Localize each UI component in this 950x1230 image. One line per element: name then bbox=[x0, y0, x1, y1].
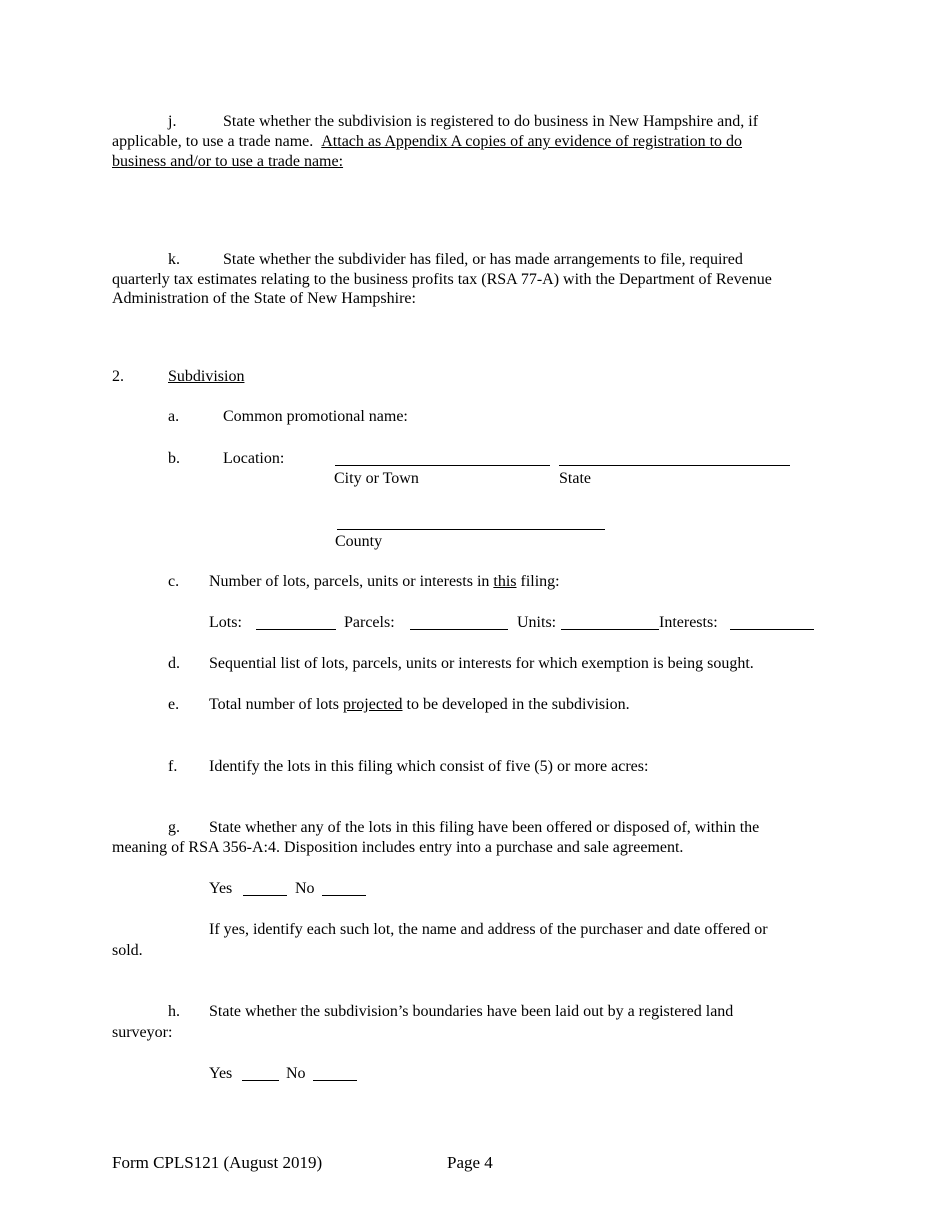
item-e-text-before: Total number of lots bbox=[209, 696, 339, 713]
item-g-yes-field[interactable] bbox=[243, 895, 287, 896]
interests-label: Interests: bbox=[659, 614, 718, 631]
item-k-line2: quarterly tax estimates relating to the business profits tax (RSA 77-A) with the Department of Revenue bbox=[112, 271, 772, 288]
city-or-town-field[interactable] bbox=[335, 465, 550, 466]
item-b-label: b. bbox=[168, 450, 180, 467]
item-h-yes-label: Yes bbox=[209, 1065, 233, 1082]
item-j-line2-plain: applicable, to use a trade name. bbox=[112, 133, 314, 150]
item-k-label: k. bbox=[168, 251, 180, 268]
item-h-no-label: No bbox=[286, 1065, 306, 1082]
section-2-title: Subdivision bbox=[168, 368, 245, 385]
city-or-town-caption: City or Town bbox=[334, 470, 419, 487]
item-h-line1: State whether the subdivision’s boundaries have been laid out by a registered land bbox=[209, 1003, 734, 1020]
item-g-label: g. bbox=[168, 819, 180, 836]
item-e-label: e. bbox=[168, 696, 180, 713]
item-g-no-field[interactable] bbox=[322, 895, 366, 896]
item-j-appendix-instruction: Attach as Appendix A copies of any evidence of registration to do bbox=[321, 133, 743, 150]
item-g-line2: meaning of RSA 356-A:4. Disposition includes entry into a purchase and sale agreement. bbox=[112, 839, 684, 856]
units-field[interactable] bbox=[561, 629, 659, 630]
item-g-line1: State whether any of the lots in this filing have been offered or disposed of, within the bbox=[209, 819, 760, 836]
item-h-label: h. bbox=[168, 1003, 180, 1020]
item-j-line3: business and/or to use a trade name: bbox=[112, 153, 344, 170]
item-j-label: j. bbox=[168, 113, 177, 130]
county-caption: County bbox=[335, 533, 383, 550]
item-c-label: c. bbox=[168, 573, 180, 590]
item-j-line1: State whether the subdivision is registered to do business in New Hampshire and, if bbox=[223, 113, 759, 130]
footer-page-number: Page 4 bbox=[447, 1153, 493, 1172]
item-c-text bbox=[209, 572, 560, 592]
units-label: Units: bbox=[517, 614, 557, 631]
item-h-no-field[interactable] bbox=[313, 1080, 357, 1081]
item-c-text-before: Number of lots, parcels, units or interests in bbox=[209, 573, 490, 590]
item-a-label: a. bbox=[168, 408, 180, 425]
item-a-text: Common promotional name: bbox=[223, 408, 408, 425]
item-e-text-after: to be developed in the subdivision. bbox=[406, 696, 630, 713]
lots-field[interactable] bbox=[256, 629, 336, 630]
item-f-label: f. bbox=[168, 758, 178, 775]
item-g-no-label: No bbox=[295, 880, 315, 897]
item-g-yes-label: Yes bbox=[209, 880, 233, 897]
county-field[interactable] bbox=[337, 529, 605, 530]
parcels-label: Parcels: bbox=[344, 614, 395, 631]
parcels-field[interactable] bbox=[410, 629, 508, 630]
item-j-line2 bbox=[112, 132, 742, 152]
item-c-this: this bbox=[493, 573, 517, 590]
item-b-text: Location: bbox=[223, 450, 285, 467]
section-2-number: 2. bbox=[112, 368, 124, 385]
footer-form-id: Form CPLS121 (August 2019) bbox=[112, 1153, 323, 1172]
item-h-line2: surveyor: bbox=[112, 1024, 173, 1041]
item-g-ifyes-line1: If yes, identify each such lot, the name and address of the purchaser and date offered or bbox=[209, 921, 768, 938]
item-k-line3: Administration of the State of New Hampshire: bbox=[112, 290, 416, 307]
item-d-text: Sequential list of lots, parcels, units or interests for which exemption is being sought. bbox=[209, 655, 754, 672]
item-c-text-after: filing: bbox=[520, 573, 560, 590]
state-field[interactable] bbox=[559, 465, 790, 466]
item-h-yes-field[interactable] bbox=[242, 1080, 279, 1081]
lots-label: Lots: bbox=[209, 614, 242, 631]
item-e-text bbox=[209, 695, 630, 715]
item-f-text: Identify the lots in this filing which consist of five (5) or more acres: bbox=[209, 758, 649, 775]
item-k-line1: State whether the subdivider has filed, or has made arrangements to file, required bbox=[223, 251, 743, 268]
item-g-ifyes-line2: sold. bbox=[112, 942, 143, 959]
interests-field[interactable] bbox=[730, 629, 814, 630]
item-d-label: d. bbox=[168, 655, 180, 672]
item-e-projected: projected bbox=[342, 696, 403, 713]
state-caption: State bbox=[559, 470, 591, 487]
